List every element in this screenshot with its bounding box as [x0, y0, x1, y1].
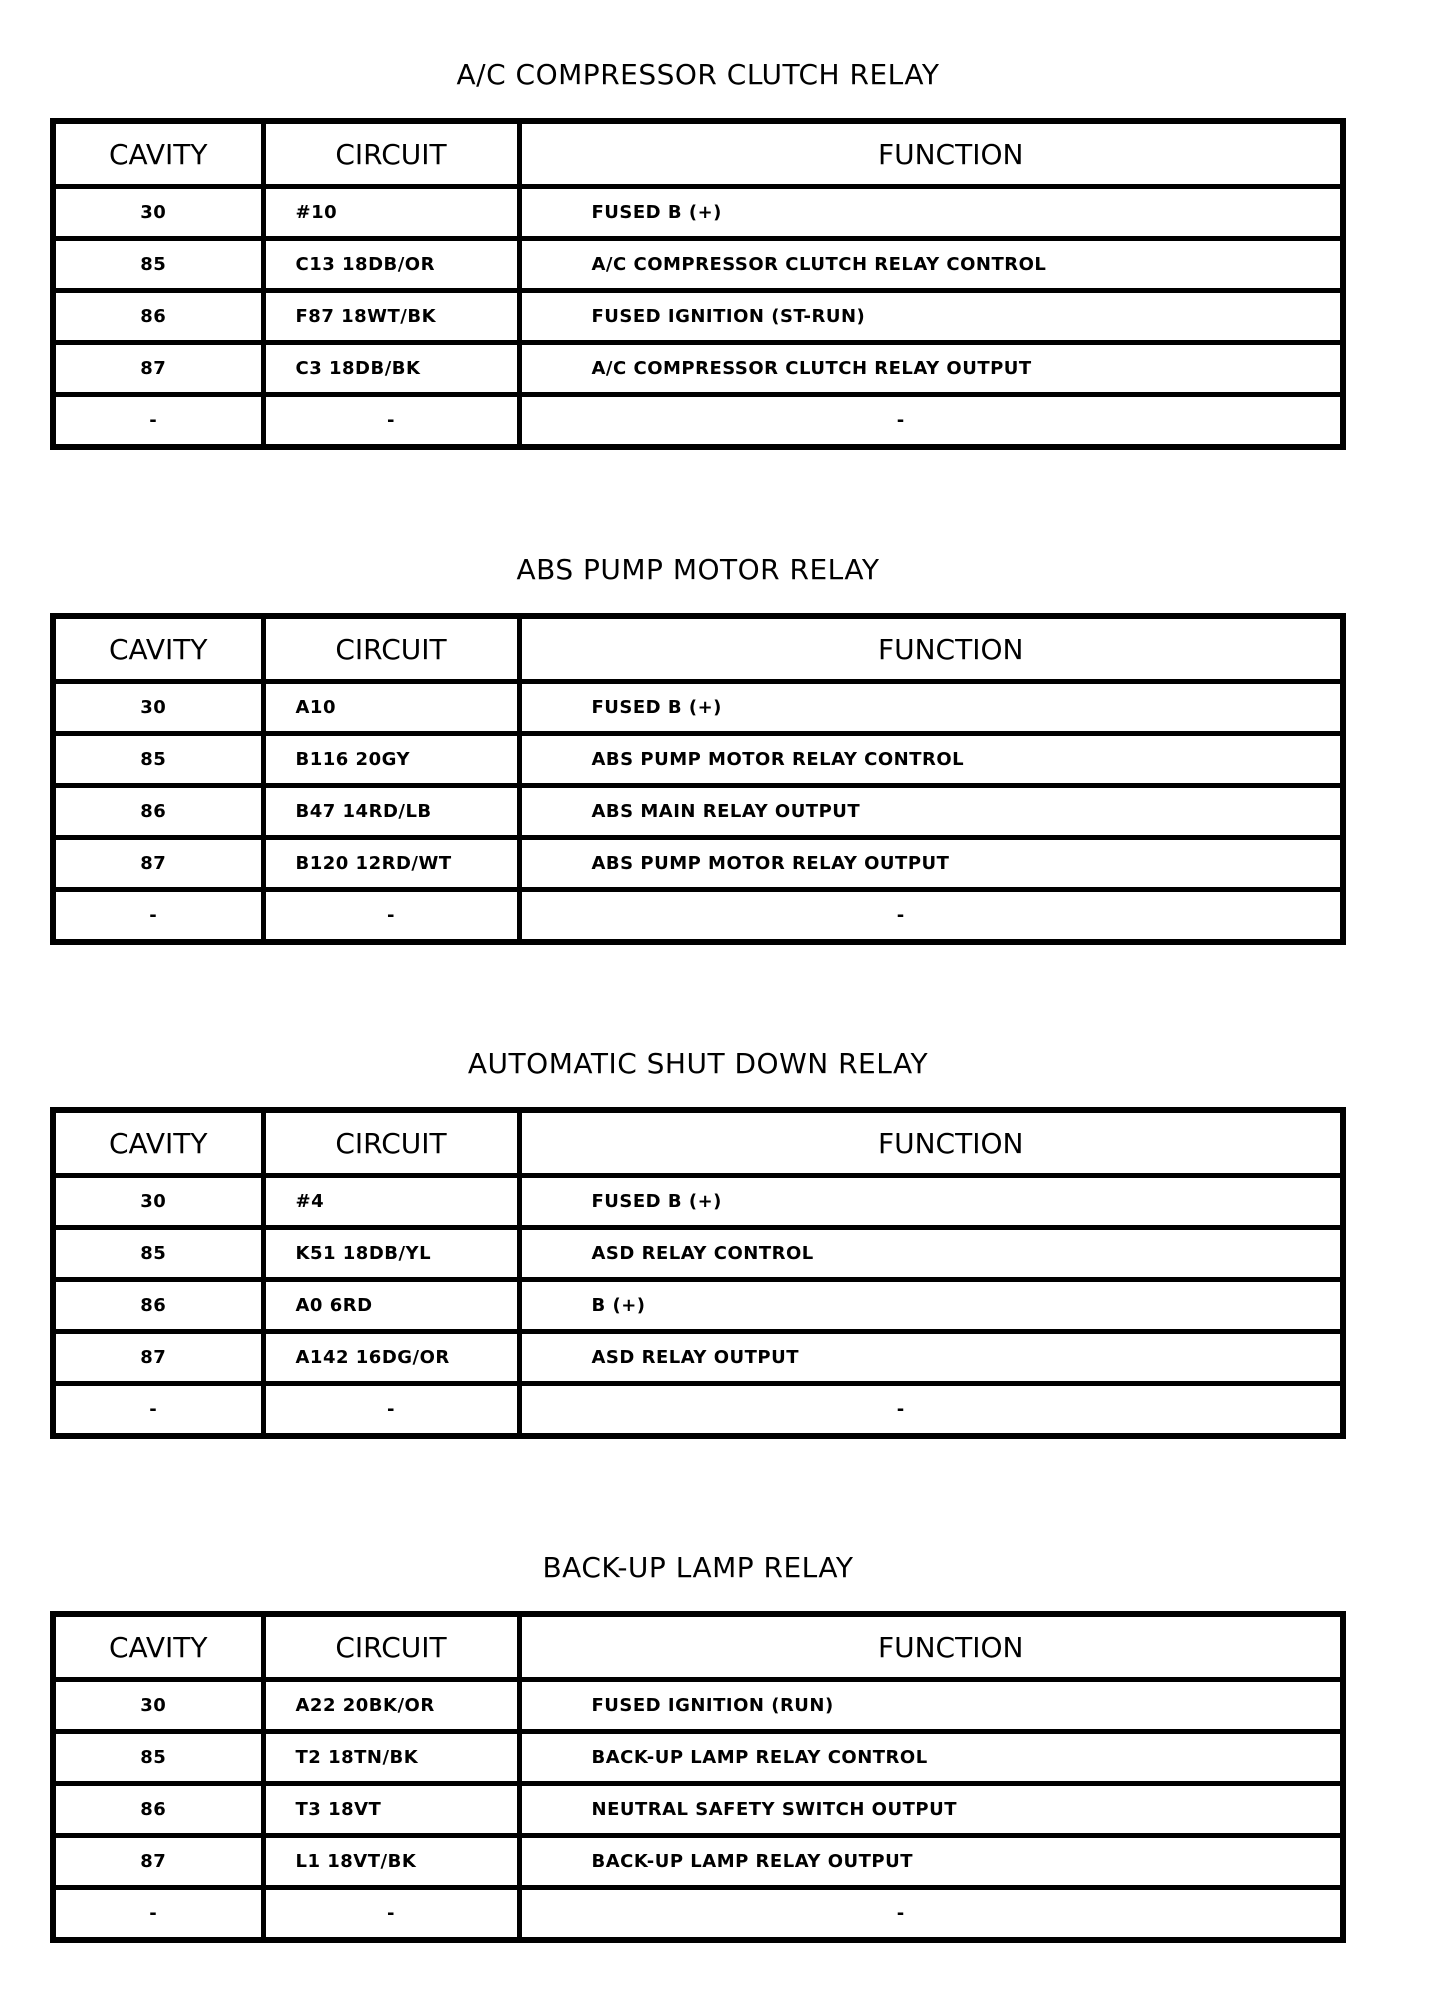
cavity-cell: 85	[53, 239, 263, 291]
table-row	[53, 838, 1343, 890]
table-row	[53, 343, 1343, 395]
cavity-cell: 86	[53, 786, 263, 838]
table-row	[53, 395, 1343, 448]
function-cell: A/C COMPRESSOR CLUTCH RELAY CONTROL	[519, 239, 1343, 291]
header-row	[53, 121, 1343, 187]
function-cell: FUSED IGNITION (ST-RUN)	[519, 291, 1343, 343]
table-row	[53, 187, 1343, 239]
relay-table	[50, 1107, 1346, 1439]
cavity-cell: 87	[53, 838, 263, 890]
function-cell: -	[519, 1888, 1343, 1941]
circuit-cell: L1 18VT/BK	[263, 1836, 519, 1888]
cavity-header: CAVITY	[53, 616, 263, 682]
circuit-cell: A10	[263, 682, 519, 734]
circuit-cell: A22 20BK/OR	[263, 1680, 519, 1732]
function-cell: B (+)	[519, 1280, 1343, 1332]
relay-table	[50, 613, 1346, 945]
relay-table	[50, 118, 1346, 450]
circuit-cell: T3 18VT	[263, 1784, 519, 1836]
cavity-cell: 87	[53, 1332, 263, 1384]
cavity-cell: 87	[53, 1836, 263, 1888]
relay-table	[50, 1611, 1346, 1943]
header-row	[53, 616, 1343, 682]
table-row	[53, 1680, 1343, 1732]
function-header: FUNCTION	[519, 1614, 1343, 1680]
table-row	[53, 1176, 1343, 1228]
relay-section-abs-pump-motor	[50, 547, 1346, 945]
circuit-cell: C13 18DB/OR	[263, 239, 519, 291]
table-row	[53, 1280, 1343, 1332]
function-cell: FUSED IGNITION (RUN)	[519, 1680, 1343, 1732]
cavity-cell: 87	[53, 343, 263, 395]
cavity-cell: 85	[53, 1732, 263, 1784]
function-cell: -	[519, 890, 1343, 943]
function-header: FUNCTION	[519, 616, 1343, 682]
circuit-header: CIRCUIT	[263, 1614, 519, 1680]
relay-section-automatic-shut-down	[50, 1041, 1346, 1439]
cavity-cell: 86	[53, 1280, 263, 1332]
circuit-cell: K51 18DB/YL	[263, 1228, 519, 1280]
circuit-cell: -	[263, 395, 519, 448]
table-row	[53, 786, 1343, 838]
circuit-cell: T2 18TN/BK	[263, 1732, 519, 1784]
relay-section-ac-compressor-clutch	[50, 52, 1346, 450]
function-cell: ABS PUMP MOTOR RELAY OUTPUT	[519, 838, 1343, 890]
function-cell: ASD RELAY OUTPUT	[519, 1332, 1343, 1384]
circuit-cell: -	[263, 1384, 519, 1437]
cavity-cell: -	[53, 1384, 263, 1437]
circuit-cell: F87 18WT/BK	[263, 291, 519, 343]
circuit-cell: A0 6RD	[263, 1280, 519, 1332]
cavity-cell: 85	[53, 734, 263, 786]
table-row	[53, 1384, 1343, 1437]
function-cell: BACK-UP LAMP RELAY CONTROL	[519, 1732, 1343, 1784]
table-row	[53, 1228, 1343, 1280]
table-title: AUTOMATIC SHUT DOWN RELAY	[467, 1047, 929, 1080]
cavity-cell: -	[53, 1888, 263, 1941]
function-cell: A/C COMPRESSOR CLUTCH RELAY OUTPUT	[519, 343, 1343, 395]
cavity-cell: 30	[53, 1680, 263, 1732]
cavity-header: CAVITY	[53, 1614, 263, 1680]
cavity-header: CAVITY	[53, 1110, 263, 1176]
table-row	[53, 1836, 1343, 1888]
cavity-cell: 30	[53, 1176, 263, 1228]
circuit-cell: #10	[263, 187, 519, 239]
function-cell: BACK-UP LAMP RELAY OUTPUT	[519, 1836, 1343, 1888]
function-cell: ASD RELAY CONTROL	[519, 1228, 1343, 1280]
header-row	[53, 1614, 1343, 1680]
function-cell: ABS PUMP MOTOR RELAY CONTROL	[519, 734, 1343, 786]
function-header: FUNCTION	[519, 1110, 1343, 1176]
circuit-cell: B116 20GY	[263, 734, 519, 786]
table-row	[53, 239, 1343, 291]
table-row	[53, 890, 1343, 943]
table-title: ABS PUMP MOTOR RELAY	[516, 553, 880, 586]
circuit-cell: #4	[263, 1176, 519, 1228]
table-title: BACK-UP LAMP RELAY	[542, 1551, 854, 1584]
circuit-cell: B47 14RD/LB	[263, 786, 519, 838]
table-title: A/C COMPRESSOR CLUTCH RELAY	[456, 58, 940, 91]
circuit-cell: -	[263, 890, 519, 943]
table-row	[53, 1888, 1343, 1941]
circuit-header: CIRCUIT	[263, 1110, 519, 1176]
table-row	[53, 1784, 1343, 1836]
cavity-cell: 85	[53, 1228, 263, 1280]
circuit-cell: B120 12RD/WT	[263, 838, 519, 890]
relay-section-back-up-lamp	[50, 1545, 1346, 1943]
cavity-cell: 86	[53, 1784, 263, 1836]
circuit-cell: A142 16DG/OR	[263, 1332, 519, 1384]
function-header: FUNCTION	[519, 121, 1343, 187]
function-cell: FUSED B (+)	[519, 187, 1343, 239]
circuit-header: CIRCUIT	[263, 121, 519, 187]
cavity-cell: -	[53, 395, 263, 448]
function-cell: -	[519, 1384, 1343, 1437]
circuit-header: CIRCUIT	[263, 616, 519, 682]
table-row	[53, 682, 1343, 734]
cavity-cell: 30	[53, 187, 263, 239]
circuit-cell: -	[263, 1888, 519, 1941]
function-cell: ABS MAIN RELAY OUTPUT	[519, 786, 1343, 838]
cavity-cell: 86	[53, 291, 263, 343]
function-cell: FUSED B (+)	[519, 682, 1343, 734]
cavity-cell: 30	[53, 682, 263, 734]
cavity-header: CAVITY	[53, 121, 263, 187]
table-row	[53, 291, 1343, 343]
header-row	[53, 1110, 1343, 1176]
circuit-cell: C3 18DB/BK	[263, 343, 519, 395]
function-cell: FUSED B (+)	[519, 1176, 1343, 1228]
table-row	[53, 1332, 1343, 1384]
cavity-cell: -	[53, 890, 263, 943]
table-row	[53, 1732, 1343, 1784]
function-cell: -	[519, 395, 1343, 448]
table-row	[53, 734, 1343, 786]
function-cell: NEUTRAL SAFETY SWITCH OUTPUT	[519, 1784, 1343, 1836]
